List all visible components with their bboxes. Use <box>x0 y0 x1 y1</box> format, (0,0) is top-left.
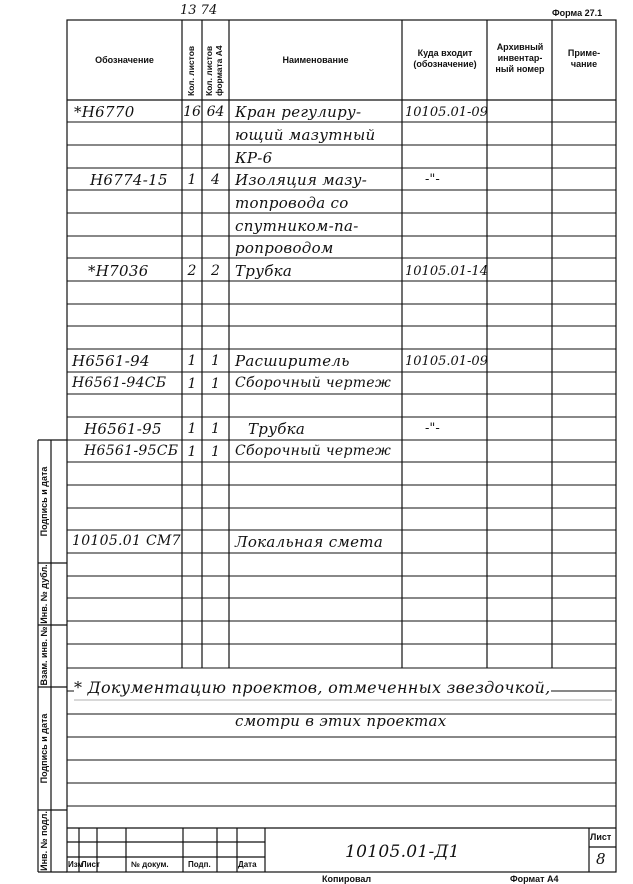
side-label-replace-inv: Взам. инв. № <box>39 626 49 686</box>
row-8-name: Трубка <box>235 262 293 280</box>
row-8-a4: 2 <box>211 263 220 279</box>
side-label-sign-date-2: Подпись и дата <box>39 466 49 537</box>
row-6-name: спутником-па- <box>235 217 359 235</box>
row-18-name: Локальная смета <box>235 533 384 551</box>
row-15-a4: 1 <box>211 444 220 460</box>
header-archive-number: Архивный инвентар- ный номер <box>495 42 545 74</box>
header-sheets-a4: Кол. листов формата А4 <box>204 45 224 96</box>
row-1-where: 10105.01-09 <box>405 105 488 120</box>
row-14-where: -"- <box>425 421 440 436</box>
title-date: Дата <box>238 860 257 869</box>
row-12-name: Сборочный чертеж <box>235 375 392 391</box>
row-15-count: 1 <box>187 444 197 460</box>
bottom-format-label: Формат А4 <box>510 874 559 884</box>
row-8-count: 2 <box>187 263 197 279</box>
row-12-count: 1 <box>187 376 197 392</box>
row-14-name: Трубка <box>248 420 306 438</box>
row-14-designation: Н6561-95 <box>84 420 162 438</box>
title-sheet-label: Лист <box>590 832 612 842</box>
row-11-where: 10105.01-09 <box>405 354 488 369</box>
row-1-count: 16 <box>183 104 201 120</box>
side-label-inv-orig: Инв. № подл. <box>39 811 49 871</box>
row-8-designation: *Н7036 <box>88 262 149 280</box>
row-4-designation: Н6774-15 <box>90 171 168 189</box>
row-18-designation: 10105.01 СМ7 <box>72 533 181 549</box>
row-7-name: ропроводом <box>235 239 334 257</box>
row-14-a4: 1 <box>211 421 220 437</box>
header-note: Приме- чание <box>567 48 601 69</box>
row-12-designation: Н6561-94СБ <box>72 375 167 391</box>
row-11-name: Расширитель <box>235 352 350 370</box>
footnote-line-2: смотри в этих проектах <box>235 712 447 730</box>
header-designation: Обозначение <box>95 55 154 65</box>
title-designation: 10105.01-Д1 <box>345 842 460 862</box>
row-2-name: ющий мазутный <box>235 126 376 144</box>
title-sheet-number: 8 <box>596 850 606 868</box>
footnote-line-1: * Документацию проектов, отмеченных звездочкой, <box>74 678 551 697</box>
title-izm: Изм <box>68 860 84 869</box>
row-4-where: -"- <box>425 172 440 187</box>
row-1-a4: 64 <box>206 104 225 120</box>
row-4-count: 1 <box>187 172 197 188</box>
row-3-name: КР-6 <box>235 149 273 167</box>
row-11-designation: Н6561-94 <box>72 352 150 370</box>
title-doc-no: № докум. <box>131 860 169 869</box>
row-11-count: 1 <box>187 353 197 369</box>
bottom-copied-label: Копировал <box>322 874 372 884</box>
row-4-name: Изоляция мазу- <box>235 171 368 189</box>
row-4-a4: 4 <box>211 172 220 188</box>
row-12-a4: 1 <box>211 376 220 392</box>
row-11-a4: 1 <box>211 353 220 369</box>
row-15-designation: Н6561-95СБ <box>84 443 179 459</box>
row-5-name: топровода со <box>235 194 349 212</box>
row-14-count: 1 <box>187 421 197 437</box>
form-label: Форма 27.1 <box>552 8 603 18</box>
row-1-designation: *Н6770 <box>74 103 135 121</box>
side-label-inv-dubl: Инв. № дубл. <box>39 564 49 624</box>
side-label-sign-date-1: Подпись и дата <box>39 713 49 784</box>
header-where-used: Куда входит (обозначение) <box>413 48 477 69</box>
row-15-name: Сборочный чертеж <box>235 443 392 459</box>
row-1-name: Кран регулиру- <box>235 103 362 121</box>
header-sheets-count: Кол. листов <box>186 45 196 96</box>
title-podp: Подп. <box>188 860 211 869</box>
title-list: Лист <box>81 860 100 869</box>
row-8-where: 10105.01-14 <box>405 264 488 279</box>
header-name: Наименование <box>282 55 349 65</box>
top-handwritten-note: 13 74 <box>180 3 218 18</box>
